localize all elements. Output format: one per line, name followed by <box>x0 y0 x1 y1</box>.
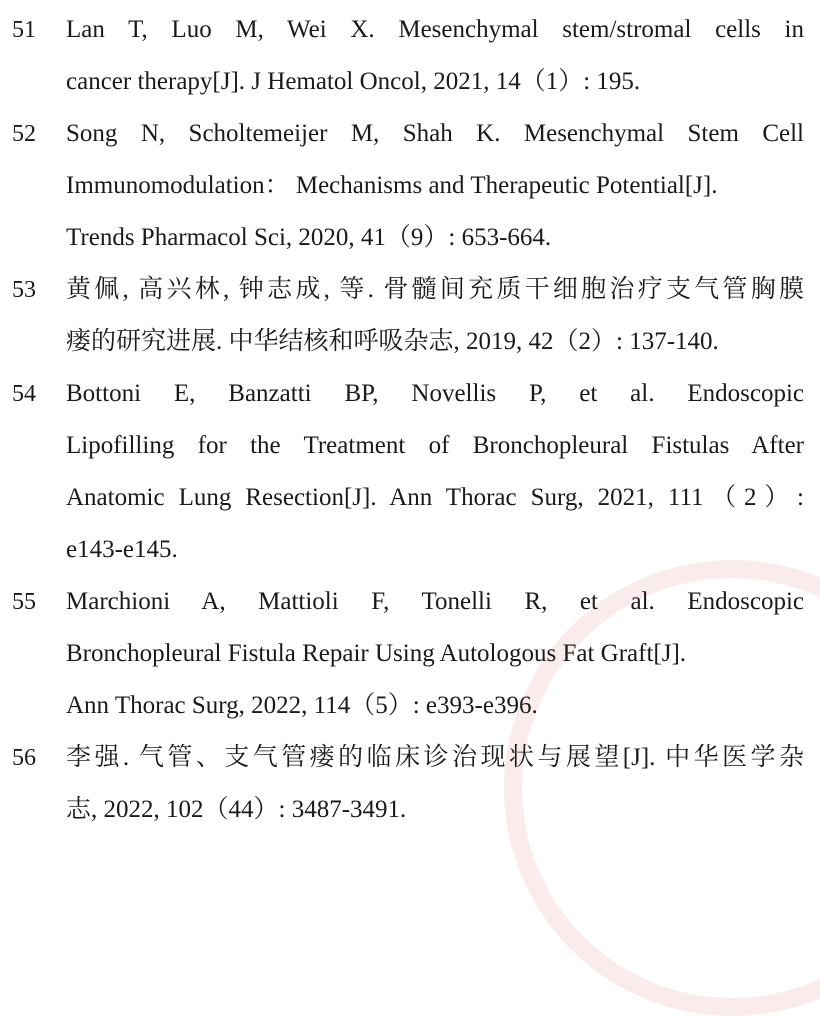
reference-text <box>66 108 804 264</box>
reference-text <box>66 368 804 576</box>
reference-line: 瘘的研究进展. 中华结核和呼吸杂志, 2019, 42（2）: 137-140. <box>66 328 719 355</box>
reference-number: 55 <box>12 589 36 615</box>
reference-line: 志, 2022, 102（44）: 3487-3491. <box>66 796 407 823</box>
reference-item-55 <box>0 576 820 732</box>
reference-number: 56 <box>12 745 36 771</box>
reference-item-56 <box>0 732 820 836</box>
reference-line: Immunomodulation： Mechanisms and Therapeutic Potential[J]. <box>66 172 718 199</box>
reference-line: Bottoni E, Banzatti BP, Novellis P, et al. Endoscopic <box>66 380 804 407</box>
reference-item-54 <box>0 368 820 576</box>
reference-line: e143-e145. <box>66 536 178 563</box>
reference-line: Lipofilling for the Treatment of Bronchopleural Fistulas After <box>66 432 804 459</box>
reference-number: 53 <box>12 277 36 303</box>
reference-line: Lan T, Luo M, Wei X. Mesenchymal stem/stromal cells in <box>66 16 804 43</box>
reference-text <box>66 732 804 836</box>
reference-line: 黄佩, 高兴林, 钟志成, 等. 骨髓间充质干细胞治疗支气管胸膜 <box>66 276 804 303</box>
reference-line: cancer therapy[J]. J Hematol Oncol, 2021, 14（1）: 195. <box>66 68 641 95</box>
reference-line: Anatomic Lung Resection[J]. Ann Thorac Surg, 2021, 111（2）: <box>66 484 804 511</box>
reference-item-52 <box>0 108 820 264</box>
reference-line: Ann Thorac Surg, 2022, 114（5）: e393-e396. <box>66 692 538 719</box>
reference-line: Marchioni A, Mattioli F, Tonelli R, et al. Endoscopic <box>66 588 804 615</box>
reference-item-51 <box>0 4 820 108</box>
reference-number: 51 <box>12 17 36 43</box>
reference-text <box>66 576 804 732</box>
reference-text <box>66 4 804 108</box>
reference-item-53 <box>0 264 820 368</box>
reference-line: Trends Pharmacol Sci, 2020, 41（9）: 653-664. <box>66 224 552 251</box>
reference-text <box>66 264 804 368</box>
reference-number: 52 <box>12 121 36 147</box>
reference-number: 54 <box>12 381 36 407</box>
reference-line: Song N, Scholtemeijer M, Shah K. Mesenchymal Stem Cell <box>66 120 804 147</box>
reference-line: 李强. 气管、支气管瘘的临床诊治现状与展望[J]. 中华医学杂 <box>66 744 804 771</box>
reference-line: Bronchopleural Fistula Repair Using Autologous Fat Graft[J]. <box>66 640 687 667</box>
